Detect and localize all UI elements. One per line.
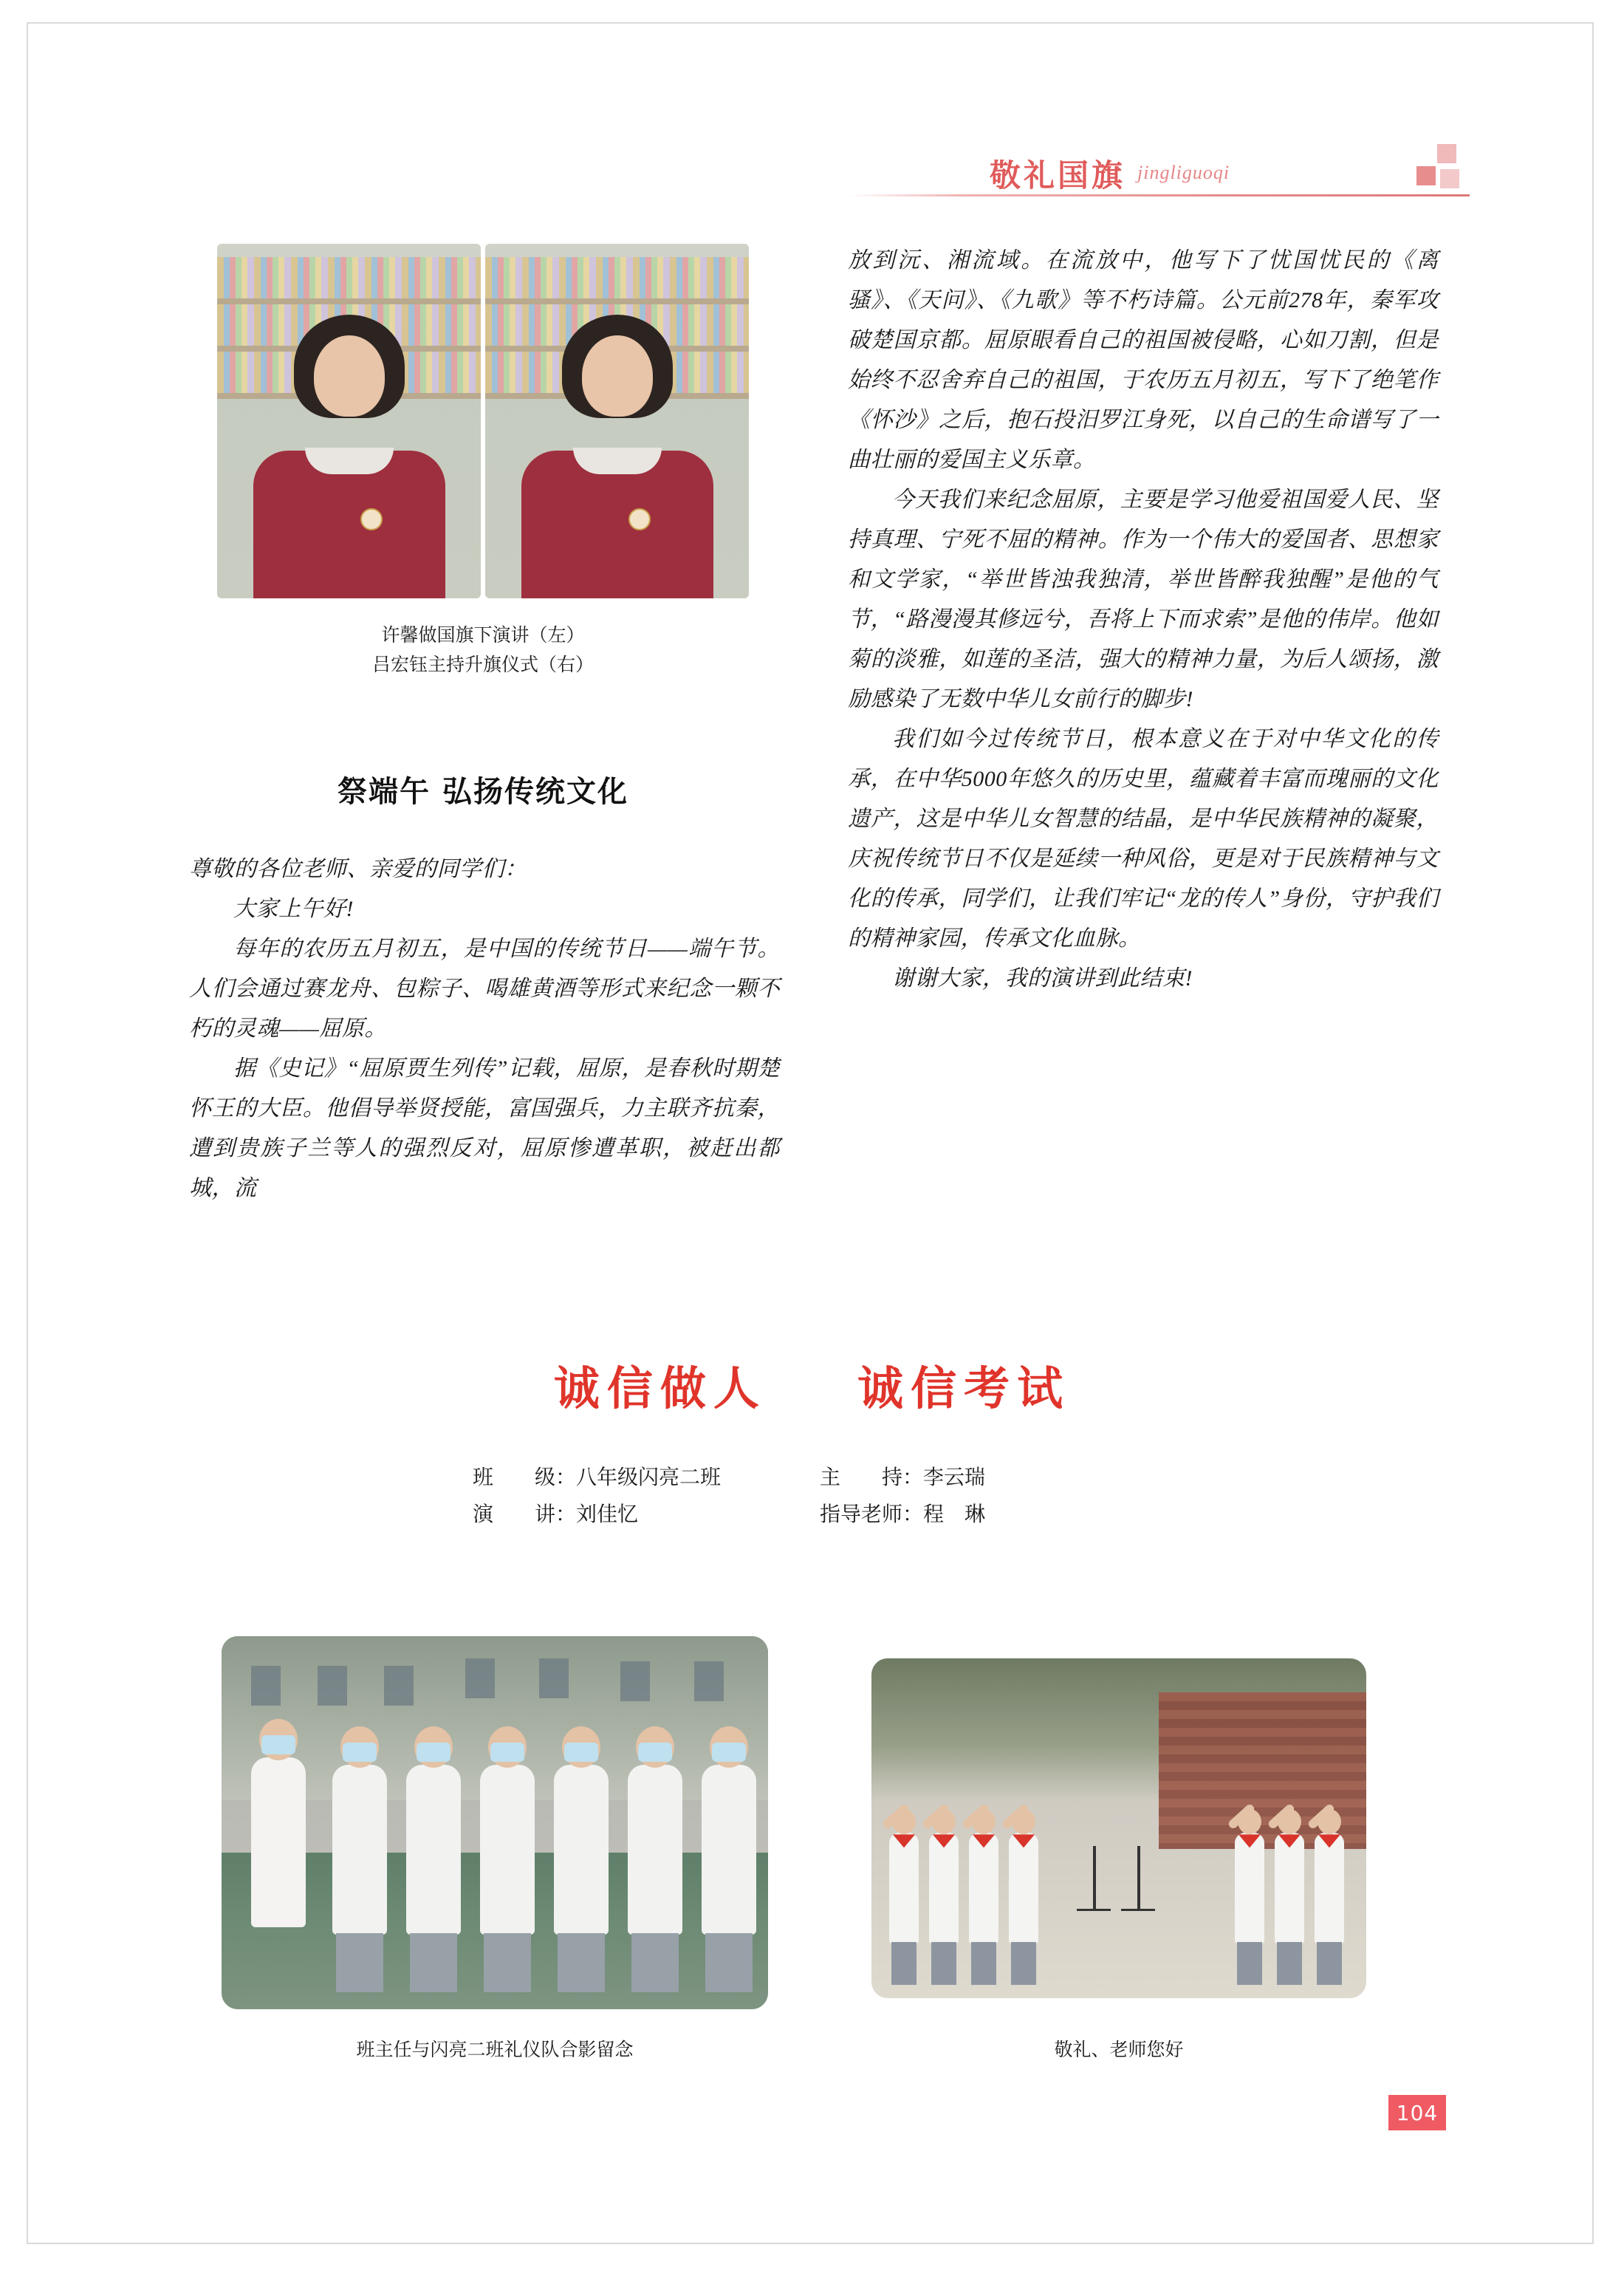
header-decor-squares: [1411, 144, 1470, 196]
section-banner: [0, 1352, 1624, 1418]
decor-square-icon: [1416, 166, 1436, 185]
credits-host-value: 李云瑞: [923, 1465, 986, 1489]
credits-advisor-value: 程 琳: [923, 1502, 986, 1526]
photo-class-group: [222, 1636, 768, 2009]
header-divider-rule: [849, 194, 1470, 196]
page-number-badge: 104: [1388, 2095, 1446, 2130]
top-photo-caption-line1: 许馨做国旗下演讲（左）: [381, 624, 585, 646]
credits-row: [473, 1496, 1167, 1533]
photo-flagraiser-right: [485, 244, 749, 598]
paragraph: 尊敬的各位老师、亲爱的同学们：: [189, 857, 527, 881]
credits-speaker-label: 演 讲：: [473, 1502, 577, 1526]
credits-class: [473, 1459, 820, 1496]
bottom-right-photo-caption: 敬礼、老师您好: [1054, 2039, 1184, 2060]
paragraph: 据《史记》“屈原贾生列传”记载，屈原，是春秋时期楚怀王的大臣。他倡导举贤授能，富国强兵，力主联齐抗秦，遭到贵族子兰等人的强烈反对，屈原惨遭革职，被赶出都城，流: [189, 1056, 780, 1200]
paragraph: 每年的农历五月初五，是中国的传统节日——端午节。人们会通过赛龙舟、包粽子、喝雄黄酒等形式来纪念一颗不朽的灵魂——屈原。: [189, 937, 780, 1041]
bottom-left-photo-caption: 班主任与闪亮二班礼仪队合影留念: [356, 2039, 634, 2060]
credits-speaker: [473, 1496, 820, 1533]
top-photo-caption: [217, 621, 749, 680]
paragraph: 我们如今过传统节日，根本意义在于对中华文化的传承，在中华5000年悠久的历史里，蕴藏着丰富而瑰丽的文化遗产，这是中华儿女智慧的结晶，是中华民族精神的凝聚，庆祝传统节日不仅是延续一种风俗，更是对于民族精神与文化的传承，同学们，让我们牢记“龙的传人”身份，守护我们的精神家园，传承文化血脉。: [848, 727, 1439, 951]
credits-advisor: [820, 1496, 1167, 1533]
credits-block: [473, 1459, 1167, 1533]
page-header: [849, 151, 1470, 203]
paragraph: 今天我们来纪念屈原，主要是学习他爱祖国爱人民、坚持真理、宁死不屈的精神。作为一个伟大的爱国者、思想家和文学家，“举世皆浊我独清，举世皆醉我独醒”是他的气节，“路漫漫其修远兮，吾将上下而求索”是他的伟岸。他如菊的淡雅，如莲的圣洁，强大的精神力量，为后人颂扬，激励感染了无数中华儿女前行的脚步!: [848, 488, 1439, 711]
decor-square-icon: [1437, 144, 1456, 163]
banner-right-text: 诚信考试: [857, 1361, 1071, 1415]
credits-class-label: 班 级：: [473, 1465, 577, 1489]
credits-class-value: 八年级闪亮二班: [576, 1465, 722, 1489]
credits-advisor-label: 指导老师：: [820, 1502, 924, 1526]
article-right-column: [848, 241, 1439, 999]
paragraph: 谢谢大家，我的演讲到此结束!: [892, 966, 1193, 991]
top-photo-caption-line2: 吕宏钰主持升旗仪式（右）: [371, 654, 594, 675]
paragraph: 放到沅、湘流域。在流放中，他写下了忧国忧民的《离骚》、《天问》、《九歌》等不朽诗篇。公元前278年，秦军攻破楚国京都。屈原眼看自己的祖国被侵略，心如刀割，但是始终不忍舍弃自己的祖国，于农历五月初五，写下了绝笔作《怀沙》之后，抱石投汨罗江身死，以自己的生命谱写了一曲壮丽的爱国主义乐章。: [848, 248, 1439, 472]
photo-salute-ceremony: [871, 1658, 1366, 1998]
header-title: 敬礼国旗: [990, 157, 1126, 194]
credits-host: [820, 1459, 1167, 1496]
decor-square-icon: [1440, 169, 1459, 188]
banner-left-text: 诚信做人: [553, 1361, 767, 1415]
article-title: 祭端午 弘扬传统文化: [338, 775, 628, 809]
header-pinyin: jingliguoqi: [1137, 162, 1230, 183]
article-left-column: [189, 849, 780, 1208]
credits-row: [473, 1459, 1167, 1496]
paragraph: 大家上午好!: [233, 897, 354, 921]
photo-speaker-left: [217, 244, 481, 598]
top-photo-pair: [217, 244, 749, 598]
credits-speaker-value: 刘佳忆: [576, 1502, 639, 1526]
credits-host-label: 主 持：: [820, 1465, 924, 1489]
